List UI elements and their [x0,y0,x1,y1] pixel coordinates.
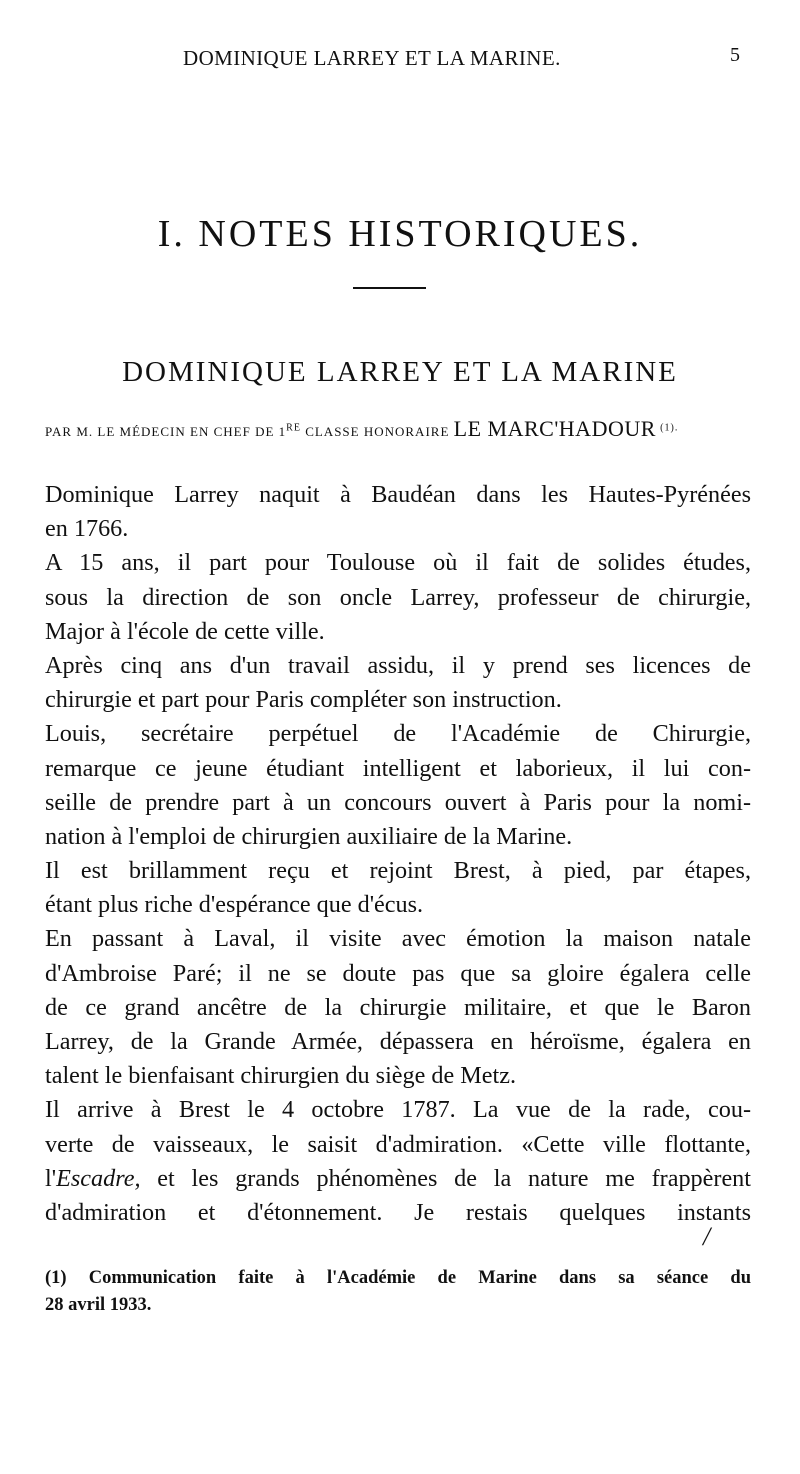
body-line: Louis, secrétaire perpétuel de l'Académie de Chirurgie, [45,720,751,748]
body-line: A 15 ans, il part pour Toulouse où il fait de solides études, [45,549,751,577]
body-line: Il arrive à Brest le 4 octobre 1787. La vue de la rade, cou- [45,1096,751,1124]
stray-mark: / [703,1222,711,1251]
title-rule [353,287,426,289]
author-name: LE MARC'HADOUR [453,416,656,441]
body-line: En passant à Laval, il visite avec émotion la maison natale [45,925,751,953]
article-title: DOMINIQUE LARREY ET LA MARINE [122,356,678,388]
body-line: d'admiration et d'étonnement. Je restais quelques instants [45,1198,751,1226]
body-line: verte de vaisseaux, le saisit d'admiration. «Cette ville flottante, [45,1130,751,1158]
footnote [45,1265,751,1319]
article-body [45,478,751,1230]
body-line: Après cinq ans d'un travail assidu, il y prend ses licences de [45,651,751,679]
body-line: Larrey, de la Grande Armée, dépassera en héroïsme, égalera en [45,1028,751,1055]
body-line-rest: et les grands phénomènes de la nature me frappèrent [140,1164,751,1192]
body-line-start: l' [45,1164,57,1192]
body-line: talent le bienfaisant chirurgien du siège de Metz. [45,1062,517,1090]
body-line: Major à l'école de cette ville. [45,617,325,645]
body-line: chirurgie et part pour Paris compléter son instruction. [45,686,562,714]
body-line: étant plus riche d'espérance que d'écus. [45,891,424,919]
byline-sup: RE [286,422,301,434]
byline [45,416,765,442]
body-line: en 1766. [45,515,129,543]
body-line: Il est brillamment reçu et rejoint Brest, à pied, par étapes, [45,857,751,885]
byline-suffix: CLASSE HONORAIRE [305,424,450,439]
page-number: 5 [730,44,740,66]
section-title: I. NOTES HISTORIQUES. [157,213,643,255]
italic-escadre: Escadre, [56,1164,141,1192]
body-line [45,1162,751,1196]
running-title: DOMINIQUE LARREY ET LA MARINE. [183,46,561,70]
running-head [0,46,800,80]
body-line: nation à l'emploi de chirurgien auxiliaire de la Marine. [45,822,573,850]
body-line: remarque ce jeune étudiant intelligent et laborieux, il lui con- [45,754,751,782]
body-line: seille de prendre part à un concours ouvert à Paris pour la nomi- [45,788,751,816]
body-line: sous la direction de son oncle Larrey, professeur de chirurgie, [45,583,751,611]
footnote-line: (1) Communication faite à l'Académie de Marine dans sa séance du [45,1268,751,1288]
footnote-line: 28 avril 1933. [45,1295,152,1315]
byline-prefix: PAR M. LE MÉDECIN EN CHEF DE 1 [45,424,287,439]
body-line: d'Ambroise Paré; il ne se doute pas que sa gloire égalera celle [45,959,751,987]
body-line: Dominique Larrey naquit à Baudéan dans les Hautes-Pyrénées [45,481,751,508]
body-line: de ce grand ancêtre de la chirurgie militaire, et que le Baron [45,993,751,1021]
author-footnote-ref: (1). [660,422,679,434]
